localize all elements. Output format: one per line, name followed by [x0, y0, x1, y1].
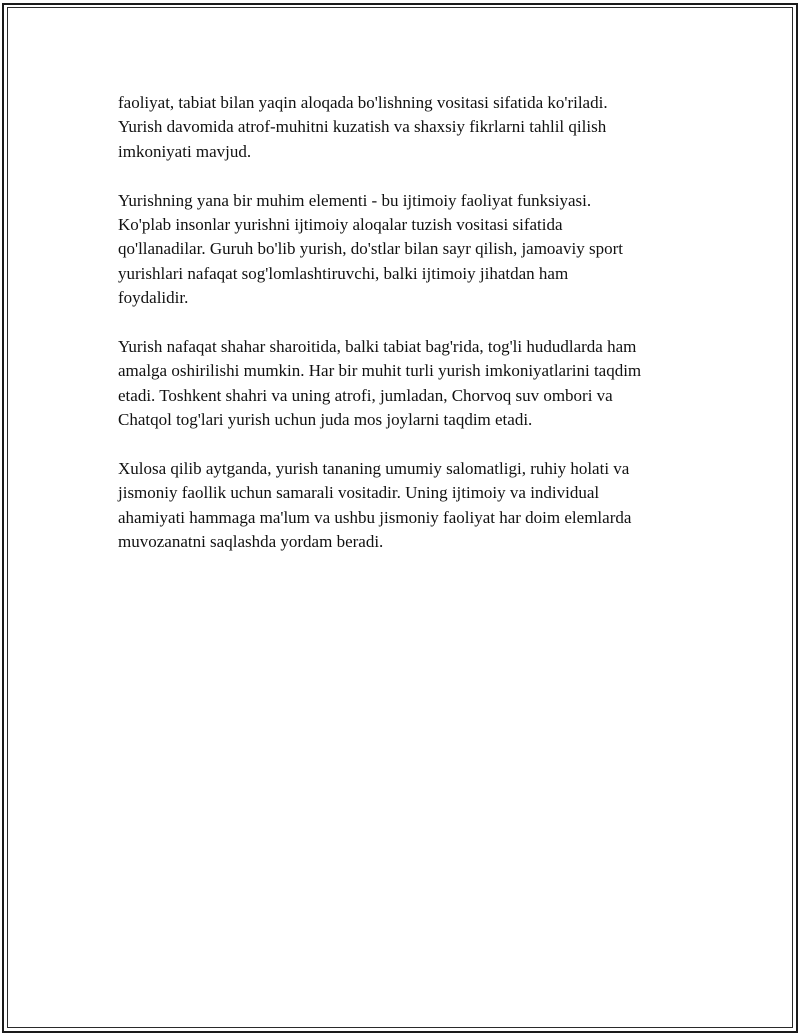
- paragraph-4: [118, 457, 698, 555]
- paragraph-line: Chatqol tog'lari yurish uchun juda mos joylarni taqdim etadi.: [118, 410, 533, 430]
- paragraph-line: yurishlari nafaqat sog'lomlashtiruvchi, balki ijtimoiy jihatdan ham: [118, 263, 569, 283]
- document-body: [118, 91, 698, 579]
- paragraph-line: Xulosa qilib aytganda, yurish tananing umumiy salomatligi, ruhiy holati va: [118, 459, 630, 479]
- paragraph-line: foydalidir.: [118, 288, 189, 308]
- paragraph-line: muvozanatni saqlashda yordam beradi.: [118, 532, 384, 552]
- paragraph-line: etadi. Toshkent shahri va uning atrofi, jumladan, Chorvoq suv ombori va: [118, 385, 613, 405]
- paragraph-2: [118, 189, 698, 311]
- paragraph-line: Ko'plab insonlar yurishni ijtimoiy aloqalar tuzish vositasi sifatida: [118, 215, 563, 235]
- paragraph-line: faoliyat, tabiat bilan yaqin aloqada bo'lishning vositasi sifatida ko'riladi.: [118, 93, 608, 112]
- paragraph-line: qo'llanadilar. Guruh bo'lib yurish, do'stlar bilan sayr qilish, jamoaviy sport: [118, 239, 623, 259]
- paragraph-1: [118, 91, 698, 164]
- paragraph-line: jismoniy faollik uchun samarali vositadir. Uning ijtimoiy va individual: [118, 483, 600, 503]
- paragraph-line: imkoniyati mavjud.: [118, 141, 252, 161]
- paragraph-line: Yurishning yana bir muhim elementi - bu ijtimoiy faoliyat funksiyasi.: [118, 190, 592, 210]
- paragraph-line: amalga oshirilishi mumkin. Har bir muhit turli yurish imkoniyatlarini taqdim: [118, 361, 642, 381]
- paragraph-line: ahamiyati hammaga ma'lum va ushbu jismoniy faoliyat har doim elemlarda: [118, 507, 632, 527]
- paragraph-line: Yurish davomida atrof-muhitni kuzatish va shaxsiy fikrlarni tahlil qilish: [118, 117, 607, 137]
- paragraph-3: [118, 335, 698, 433]
- paragraph-line: Yurish nafaqat shahar sharoitida, balki tabiat bag'rida, tog'li hududlarda ham: [118, 337, 637, 357]
